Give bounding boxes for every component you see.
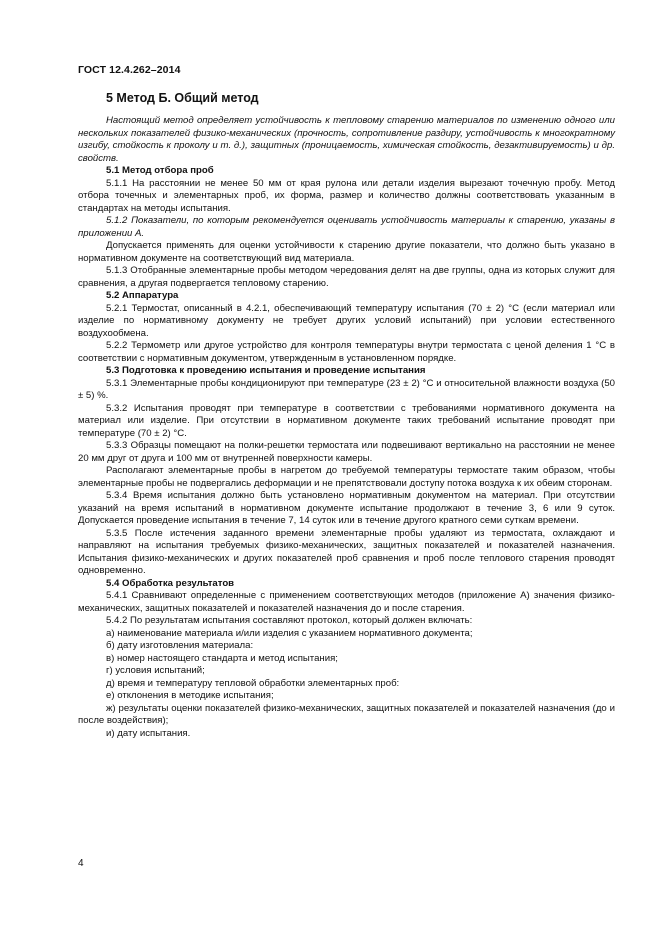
subsection-heading-5-4: 5.4 Обработка результатов [106,577,235,589]
paragraph-5-3-4: 5.3.4 Время испытания должно быть установлено нормативным документом на материал. При отсутствии указаний на время испытаний в нормативном документе испытание продолжают в течение 3, 6 или 9 суток. Допускается проведение испытания в течение 7, 14 суток или в течение другого кратного семи суткам времени. [78,490,615,526]
subsection-heading-5-1: 5.1 Метод отбора проб [106,165,214,176]
paragraph-5-3-5: 5.3.5 После истечения заданного времени элементарные пробы удаляют из термостата, охлаждают и направляют на испытания требуемых физико-механических, защитных показателей и показателей назначения. Испытания физико-механических и других показателей проб сравнения и проб после теплового старения проводят одновременно. [78,527,615,576]
paragraph-5-1-2: 5.1.2 Показатели, по которым рекомендуется оценивать устойчивость материалы к старению, указаны в приложении А. [78,215,615,239]
subsection-heading-5-3: 5.3 Подготовка к проведению испытания и проведение испытания [106,365,426,376]
paragraph-5-4-1: 5.4.1 Сравнивают определенные с применением соответствующих методов (приложение А) значения физико-механических, защитных показателей и показателей назначения до и после старения. [78,590,615,614]
paragraph-5-3-1: 5.3.1 Элементарные пробы кондиционируют при температуре (23 ± 2) °С и относительной влажности воздуха (50 ± 5) %. [78,377,615,401]
paragraph-5-2-1: 5.2.1 Термостат, описанный в 4.2.1, обеспечивающий температуру испытания (70 ± 2) °С (если материал или изделие по нормативному документу не требует других условий испытаний) при условии естественного воздухообмена. [78,302,615,339]
paragraph-5-3-3: 5.3.3 Образцы помещают на полки-решетки термостата или подвешивают вертикально на расстоянии не менее 20 мм друг от друга и 100 мм от внутренней поверхности камеры. [78,440,615,464]
paragraph-5-2-2: 5.2.2 Термометр или другое устройство для контроля температуры внутри термостата с ценой деления 1 °С в соответствии с нормативным документом, утвержденным в установленном порядке. [78,340,615,364]
paragraph-5-3-3-note: Располагают элементарные пробы в нагретом до требуемой температуры термостате таким образом, чтобы элементарные пробы не подвергались деформации и не препятствовали доступу потока воздуха к их обеим сторонам. [78,465,615,489]
list-item-a: а) наименование материала и/или изделия с указанием нормативного документа; [106,627,473,639]
section-title: 5 Метод Б. Общий метод [106,91,259,105]
list-item-e: е) отклонения в методике испытания; [106,690,274,701]
intro-paragraph: Настоящий метод определяет устойчивость к тепловому старению материалов по изменению одного или нескольких показателей физико-механических (прочность, сопротивление раздиру, устойчивость к многократному изгибу, стойкость к проколу и т. д.), защитных (проницаемость, химическая стойкость, дезактивируемость) и др. свойств. [78,115,615,164]
list-item-d: д) время и температуру тепловой обработки элементарных проб: [106,677,400,689]
paragraph-5-4-2: 5.4.2 По результатам испытания составляют протокол, который должен включать: [106,615,473,626]
paragraph-5-1-1: 5.1.1 На расстоянии не менее 50 мм от края рулона или детали изделия вырезают точечную пробу. Метод отбора точечных и элементарных проб, их форма, размер и количество должны соответствовать указанным в стандартах на методы испытания. [78,177,615,214]
document-code-header: ГОСТ 12.4.262–2014 [78,64,181,76]
list-item-v: в) номер настоящего стандарта и метод испытания; [106,652,338,664]
document-body [78,115,615,740]
list-item-zh: ж) результаты оценки показателей физико-механических, защитных показателей и показателей назначения (до и после воздействия); [78,702,615,726]
paragraph-5-3-2: 5.3.2 Испытания проводят при температуре в соответствии с требованиями нормативного документа на материал или изделие. При отсутствии в нормативном документе таких требований испытание проводят при температуре (70 ± 2) °С. [78,402,615,439]
list-item-g: г) условия испытаний; [106,665,205,676]
page-number: 4 [78,858,84,869]
paragraph-5-1-2-note: Допускается применять для оценки устойчивости к старению другие показатели, что должно быть указано в нормативном документе на соответствующий вид материала. [78,240,615,264]
list-item-b: б) дату изготовления материала: [106,640,254,651]
subsection-heading-5-2: 5.2 Аппаратура [106,290,179,301]
paragraph-5-1-3: 5.1.3 Отобранные элементарные пробы методом чередования делят на две группы, одна из которых служит для сравнения, а другая подвергается тепловому старению. [78,265,615,289]
list-item-i: и) дату испытания. [106,727,191,739]
